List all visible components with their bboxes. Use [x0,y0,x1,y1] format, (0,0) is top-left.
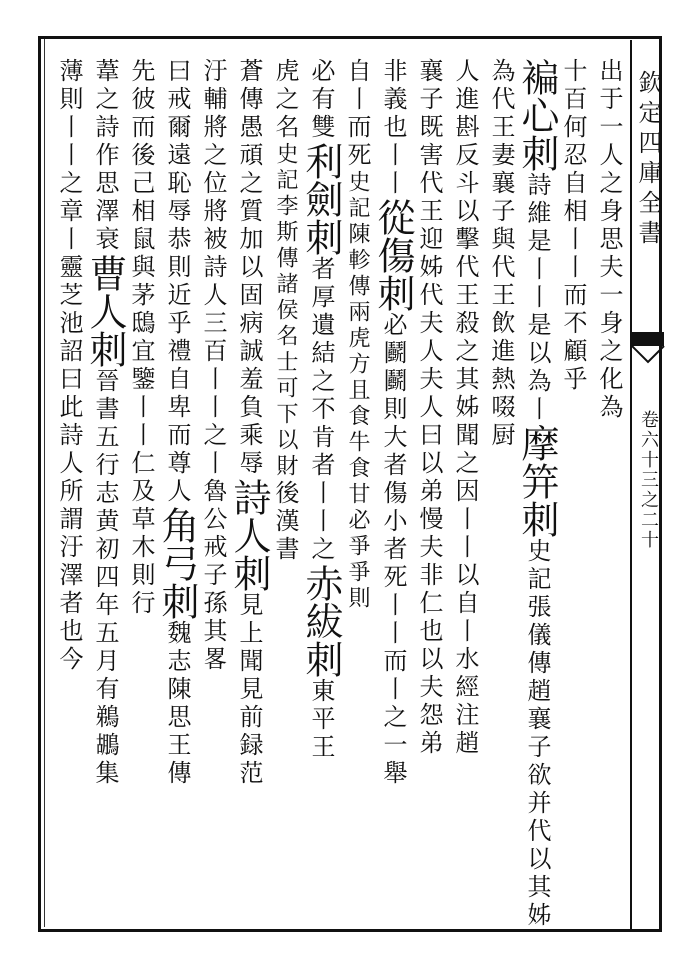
text-column [449,58,481,916]
text-run: 晉書五行志黄初四年五月有鵜鶘集 [91,368,119,788]
text-run: 必有雙 [307,58,335,142]
text-run: 汙輔將之位將被詩人三百丨丨之丨 [199,58,227,478]
entry-heading: 摩笄刺 [515,424,559,538]
text-run: 史記李斯傳諸侯名士可下以財 [273,142,298,480]
text-run: 人進斟反斗以擊代王殺之其姊聞之因丨丨以自丨水經注趙 [451,58,479,758]
text-column [593,58,625,916]
text-run: 葦之詩作思澤衰 [91,58,119,254]
text-column [413,58,445,916]
text-run: 為代王妻襄子與代王飲進熱啜厨 [487,58,515,450]
text-run: 非義也丨丨 [379,58,407,198]
text-run: 自丨而死 [343,58,371,170]
text-run: 者厚遺結之不肯者丨丨之 [307,256,335,564]
text-column [53,58,85,916]
text-column [155,58,199,916]
text-column [227,58,271,916]
text-column [557,58,589,916]
text-run: 先彼而後己相鼠與茅鴟宜鑒丨丨 [127,58,155,450]
text-run: 襄子既害代王迎姊代夫人夫人曰以弟慢夫非仁也以夫怨弟 [415,58,443,758]
book-title: 欽定四庫全書 [634,70,662,250]
volume-label: 卷六十三之二十 [638,410,659,550]
entry-heading: 曹人刺 [83,254,127,368]
page-margin [630,40,664,930]
text-run: 魯公戒子孫其畧 [199,478,227,674]
text-run: 史記陳軫傳兩虎方且食牛食甘必爭爭則 [345,170,370,612]
text-run: 見上聞見前録范 [235,592,263,788]
text-column [83,58,127,916]
text-run: 後漢書 [271,480,299,564]
entry-heading: 角弓刺 [155,506,199,620]
text-run: 東平王 [307,678,335,762]
entry-heading: 詩人刺 [227,478,271,592]
entry-heading: 褊心刺 [515,58,559,172]
text-run: 十百何忍自相丨丨而不顧乎 [559,58,587,394]
text-column [341,58,373,916]
entry-heading: 利劍刺 [299,142,343,256]
text-column [269,58,301,916]
text-run: 曰戒爾遠恥辱恭則近乎禮自卑而尊人 [163,58,191,506]
text-run: 蒼傳愚頑之質加以固病誠羞負乘辱 [235,58,263,478]
entry-heading: 從傷刺 [371,198,415,312]
text-run: 靈芝池詔曰此詩人所謂汙澤者也今 [55,254,83,674]
text-column [197,58,229,916]
text-run: 史記張儀傳趙襄子欲并代以其姊 [523,538,551,930]
fish-tail-icon [632,332,664,372]
text-run: 詩維是丨丨是以為丨 [523,172,551,424]
text-run: 必鬬鬬則大者傷小者死丨丨而丨之一舉 [379,312,407,788]
entry-heading: 赤紱刺 [299,564,343,678]
text-column [299,58,343,916]
text-run: 薄則丨丨之章丨 [55,58,83,254]
text-run: 出于一人之身思夫一身之化為 [595,58,623,422]
text-run: 仁及草木則行 [127,450,155,618]
text-column [485,58,517,916]
text-run: 魏志陳思王傳 [163,620,191,788]
text-column [515,58,559,930]
text-run: 虎之名 [271,58,299,142]
text-column [125,58,157,916]
text-column [371,58,415,916]
